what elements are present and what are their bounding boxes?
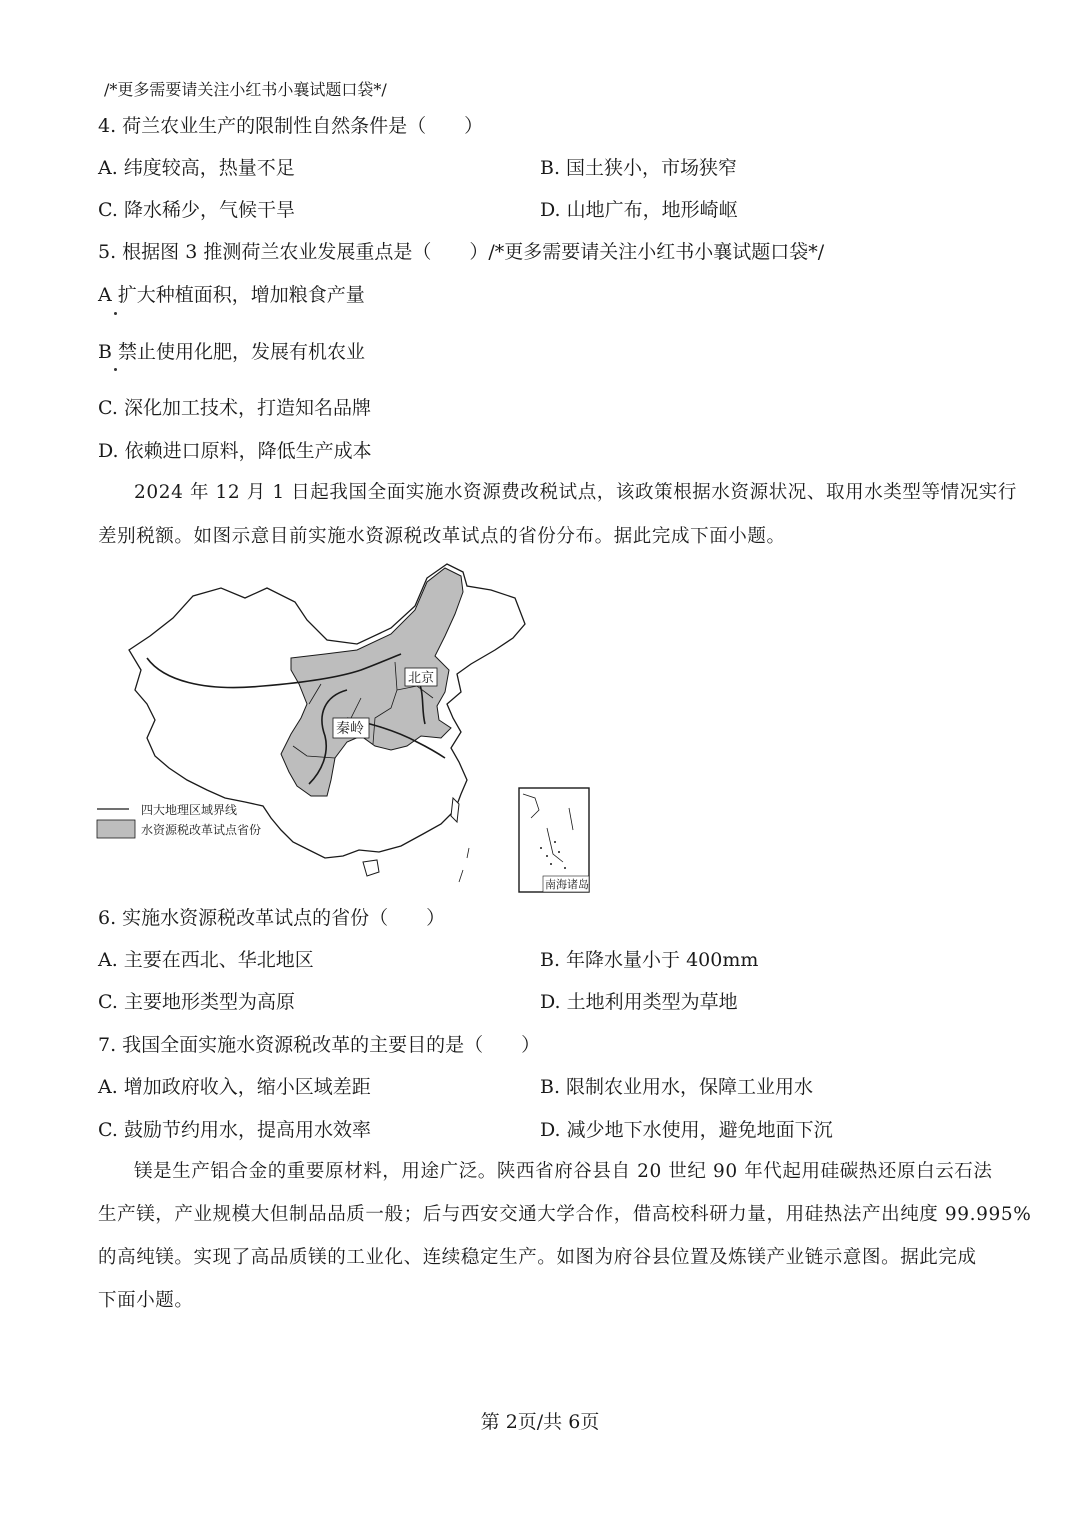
passage-1-line-1: 2024 年 12 月 1 日起我国全面实施水资源费改税试点，该政策根据水资源状况、取用水类型等情况实行: [134, 482, 1017, 503]
passage-1-line-2: 差别税额。如图示意目前实施水资源税改革试点的省份分布。据此完成下面小题。: [98, 526, 786, 547]
question-6-option-c: C. 主要地形类型为高原: [98, 991, 295, 1013]
stray-dot: [114, 368, 117, 371]
header-note: /*更多需要请关注小红书小襄试题口袋*/: [104, 80, 387, 99]
question-6-option-d: D. 土地利用类型为草地: [540, 991, 738, 1013]
question-7-option-b: B. 限制农业用水，保障工业用水: [540, 1076, 814, 1098]
legend-pilot-symbol: [97, 820, 135, 838]
question-6-option-b: B. 年降水量小于 400mm: [540, 949, 759, 971]
legend-pilot-label: 水资源税改革试点省份: [141, 823, 262, 837]
passage-2-line-4: 下面小题。: [98, 1290, 194, 1311]
question-7-option-d: D. 减少地下水使用，避免地面下沉: [540, 1119, 833, 1141]
question-4-option-a: A. 纬度较高，热量不足: [98, 157, 295, 179]
hainan-island: [363, 860, 379, 876]
question-5-option-c: C. 深化加工技术，打造知名品牌: [98, 397, 371, 419]
coast-dashes: [459, 848, 469, 882]
question-4-option-b: B. 国土狭小，市场狭窄: [540, 157, 738, 179]
passage-2-line-1: 镁是生产铝合金的重要原材料，用途广泛。陕西省府谷县自 20 世纪 90 年代起用硅碳热还原白云石法: [134, 1161, 993, 1182]
question-5-option-a: A 扩大种植面积，增加粮食产量: [98, 284, 365, 306]
qinling-label: 秦岭: [336, 721, 364, 737]
question-6-stem: 6. 实施水资源税改革试点的省份（ ）: [98, 907, 446, 929]
passage-2-line-3: 的高纯镁。实现了高品质镁的工业化、连续稳定生产。如图为府谷县位置及炼镁产业链示意图。据此完成: [98, 1247, 977, 1268]
china-water-tax-map: [95, 558, 595, 898]
question-4-option-d: D. 山地广布，地形崎岖: [540, 199, 738, 221]
question-6-option-a: A. 主要在西北、华北地区: [98, 949, 314, 971]
question-5-stem: 5. 根据图 3 推测荷兰农业发展重点是（ ）/*更多需要请关注小红书小襄试题口袋*/: [98, 241, 825, 263]
inset-label: 南海诸岛: [545, 878, 589, 891]
question-5-option-b: B 禁止使用化肥，发展有机农业: [98, 341, 366, 363]
legend-boundary-label: 四大地理区域界线: [141, 803, 238, 817]
question-7-option-a: A. 增加政府收入，缩小区域差距: [98, 1076, 371, 1098]
question-5-option-d: D. 依赖进口原料，降低生产成本: [98, 440, 372, 462]
stray-dot: [114, 312, 117, 315]
page-footer: 第 2页/共 6页: [480, 1411, 600, 1433]
question-4-option-c: C. 降水稀少，气候干旱: [98, 199, 295, 221]
question-7-option-c: C. 鼓励节约用水，提高用水效率: [98, 1119, 371, 1141]
question-7-stem: 7. 我国全面实施水资源税改革的主要目的是（ ）: [98, 1034, 541, 1056]
beijing-label: 北京: [408, 671, 435, 686]
passage-2-line-2: 生产镁，产业规模大但制品品质一般；后与西安交通大学合作，借高校科研力量，用硅热法产出纯度 99.995%: [98, 1204, 1032, 1225]
question-4-stem: 4. 荷兰农业生产的限制性自然条件是（ ）: [98, 115, 484, 137]
